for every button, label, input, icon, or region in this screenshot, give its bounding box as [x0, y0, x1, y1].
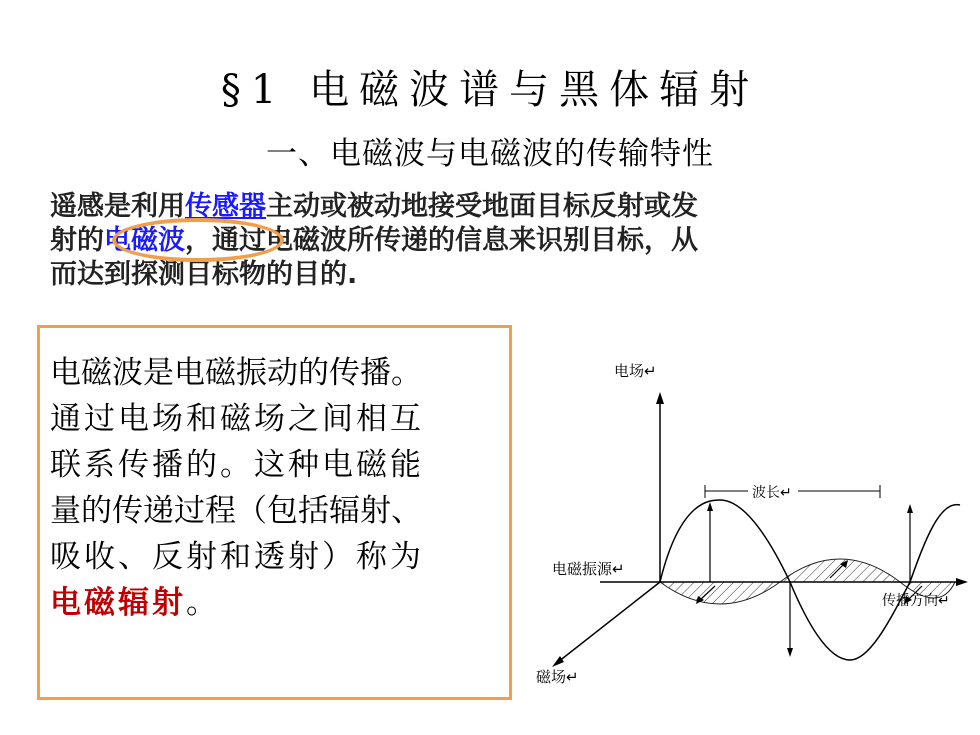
definition-line: 联系传播的。这种电磁能: [50, 447, 424, 483]
intro-text: 射的: [50, 225, 104, 256]
source-label: 电磁振源↵: [552, 560, 625, 578]
intro-line-3: 而达到探测目标物的目的.: [50, 259, 358, 290]
intro-text: 主动或被动地接受地面目标反射或发: [266, 191, 698, 222]
em-wave-diagram: [530, 350, 976, 690]
definition-line: [50, 580, 509, 626]
section-subtitle: 一、电磁波与电磁波的传输特性: [266, 136, 714, 172]
electric-axis-arrow: [656, 392, 664, 404]
definition-line: 通过电场和磁场之间相互: [50, 401, 424, 437]
definition-line: 电磁波是电磁振动的传播。: [50, 355, 422, 391]
intro-text: ，通过电磁波所传递的信息来识别目标，从: [185, 225, 698, 256]
definition-line: 量的传递过程（包括辐射、: [50, 493, 422, 529]
electric-field-label: 电场↵: [614, 362, 657, 380]
intro-text: 遥感是利用: [50, 191, 185, 222]
amplitude-arrow-head: [787, 648, 793, 657]
amplitude-arrow-head: [707, 502, 713, 511]
propagation-axis-arrow: [956, 578, 968, 586]
magnetic-axis: [558, 582, 660, 662]
sensor-link[interactable]: 传感器: [185, 191, 266, 222]
magnetic-axis-arrow: [552, 656, 564, 667]
page-title: §1 电磁波谱与黑体辐射: [220, 67, 760, 113]
em-radiation-term: 电磁辐射: [50, 585, 186, 621]
highlight-ring: [112, 218, 284, 262]
em-wave-link[interactable]: 电磁波: [104, 225, 185, 256]
definition-line: 吸收、反射和透射）称为: [50, 539, 424, 575]
amplitude-arrow-head: [907, 504, 913, 513]
magnetic-field-label: 磁场↵: [536, 668, 579, 686]
definition-box: [37, 325, 512, 700]
wavelength-label: 波长↵: [752, 485, 792, 501]
direction-label: 传播方向↵: [882, 593, 950, 609]
definition-tail: 。: [186, 585, 220, 621]
